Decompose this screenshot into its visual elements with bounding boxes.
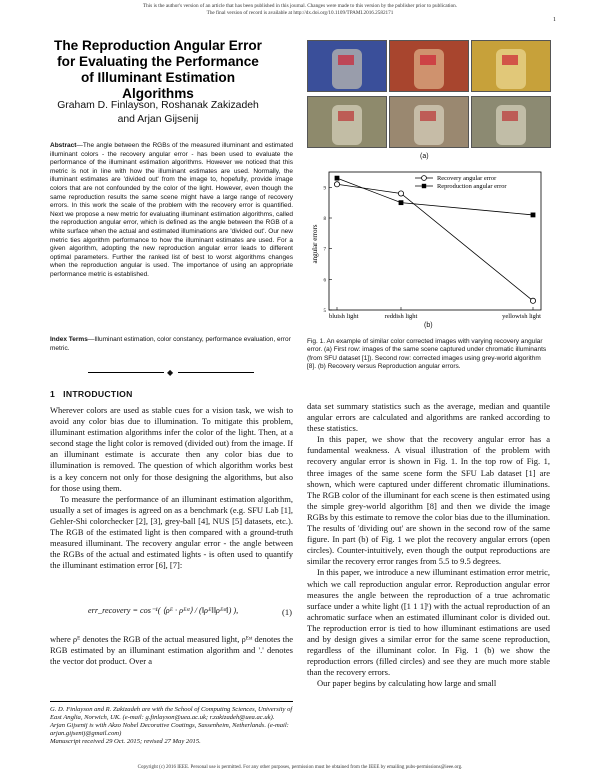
- page-number: 1: [553, 17, 556, 23]
- authors-line-1: Graham D. Finlayson, Roshanak Zakizadeh: [57, 100, 259, 111]
- figure-caption-a: (a): [420, 153, 429, 160]
- index-terms-text: —Illuminant estimation, color constancy, performance evaluation, error metric.: [50, 336, 291, 352]
- right-column-text: [307, 401, 550, 689]
- x-tick-label: bluish light: [329, 313, 359, 320]
- paper-title: The Reproduction Angular Error for Evaluating the Performance of Illuminant Estimation Algorithms: [54, 38, 262, 101]
- paragraph: where ρᴱ denotes the RGB of the actual measured light, ρᴱˢᵗ denotes the RGB estimated by an illuminant estimation algorithm and '.' denotes the vector dot product. Over a: [50, 634, 293, 667]
- equation: err_recovery = cos⁻¹( ⟨ρᴱ · ρᴱˢᵗ⟩ / (‖ρᴱ‖‖ρᴱˢᵗ‖) ),: [88, 606, 239, 615]
- data-point-filled: [335, 176, 340, 181]
- photo-bluish-corrected: [307, 96, 387, 148]
- abstract-text: —The angle between the RGBs of the measured illuminant and estimated illuminant colors - the recovery angular error - has been used to evaluate the performance of the illuminant estimation algorithms. However we noticed that this metric is not in line with how the illuminant estimates are used. Normally, the illuminant estimates are 'divided out' from the image to, hopefully, provide image colors that are not confounded by the color of the light. However, even though the same reproduction results the same scene might have a large range of recovery errors. In this work the scale of the problem with the recovery error is quantified. Next we propose a new metric for evaluating illuminant estimation algorithms, called the reproduction angular error, which is defined as the angle between the RGB of a white surface when the actual and estimated illuminations are 'divided out'. Our new metric ties algorithm performance to how the illuminant estimates are used. For a given algorithm, adopting the new reproduction angular error leads to different optimal parameters. Further the ranked list of best to worst algorithms changes when the reproduction angular is used. The importance of using an appropriate performance metric is established.: [50, 142, 293, 278]
- section-divider: [50, 370, 293, 376]
- chart-frame: [329, 172, 541, 310]
- y-tick-label: 9: [323, 186, 326, 192]
- angular-error-chart: [307, 164, 550, 322]
- data-point-open: [334, 182, 339, 187]
- legend-marker-filled: [422, 184, 426, 188]
- y-tick-label: 7: [323, 247, 326, 253]
- legend-label: Recovery angular error: [437, 175, 497, 183]
- data-point-open: [530, 298, 535, 303]
- series-line-0: [337, 184, 533, 301]
- left-column-text: [50, 405, 293, 571]
- authors: [52, 99, 264, 126]
- footnote: [50, 706, 293, 746]
- y-tick-label: 5: [323, 309, 326, 314]
- section-heading: [50, 389, 133, 399]
- index-terms-label: Index Terms: [50, 336, 88, 343]
- photo-yellowish-corrected: [471, 96, 551, 148]
- paragraph: Wherever colors are used as stable cues for a vision task, we wish to avoid any color bias due to illumination. To mitigate this problem, illuminant estimation algorithms infer the color of the light. Then, at a second stage the light color is removed (divided out) from the image. If an illuminant estimate is accurate then any color bias due to illumination is removed. The question of which algorithm works best is a key concern not only for those designing the algorithms, but also for those using them.: [50, 405, 293, 493]
- equation-number: (1): [282, 607, 292, 617]
- figure-caption: Fig. 1. An example of similar color corrected images with varying recovery angular error. (a) First row: images of the same scene captured under chromatic illuminants (from SFU dataset [1]). Second row: corrected images using grey-world algorithm [8]. (b) Recovery versus Reproduction angular errors.: [307, 338, 547, 370]
- paragraph: Our paper begins by calculating how large and small: [317, 678, 497, 689]
- footnote-line: Manuscript received 29 Oct. 2015; revised 27 May 2015.: [50, 738, 201, 746]
- photo-yellowish-original: [471, 40, 551, 92]
- figure-caption-b: (b): [424, 322, 433, 329]
- abstract-label: Abstract: [50, 142, 77, 149]
- paragraph: In this paper, we show that the recovery angular error has a fundamental weakness. A visual illustration of the problem with recovery angular error is shown in Fig. 1. In the top row of Fig. 1, three images of the same scene form the SFU Lab dataset [1] are shown, which were captured under different chromatic illuminations. The RGB color of the illuminant for each scene is then estimated using the simple grey-world algorithm [8] and then we divide the image RGBs by this estimate to remove the color bias due to the illumination. The results of 'dividing out' are shown in the second row of the same figure. In part (b) of Fig. 1 we plot the recovery angular errors (open circles). Counter-intuitively, even though the output reproductions are similar the recovery error ranges from 5.5 to 9.5 degrees.: [307, 434, 550, 567]
- y-axis-label: angular errors: [311, 224, 319, 264]
- figure-photo-grid: [307, 40, 549, 148]
- left-column-text-cont: [50, 634, 293, 667]
- y-tick-label: 6: [323, 278, 326, 284]
- y-tick-label: 8: [323, 217, 326, 222]
- section-title: INTRODUCTION: [63, 389, 133, 399]
- photo-bluish-original: [307, 40, 387, 92]
- photo-reddish-corrected: [389, 96, 469, 148]
- photo-reddish-original: [389, 40, 469, 92]
- paragraph: In this paper, we introduce a new illuminant estimation error metric, which we call reproduction angular error. Reproduction angular error measures the angle between the reproduction of a true achromatic surface under a white light ([1 1 1]ᵗ) with the actual reproduction of an achromatic surface when an estimated illuminant color is divided out. The reproduction error is tied to how illuminant estimations are used and by design gives a similar error for the same scene reproduction, regardless of the illuminant color. In Fig. 1 (b) we show the reproduction errors (filled circles) and see they are much more stable than the recovery errors.: [307, 567, 550, 678]
- footnote-line: G. D. Finlayson and R. Zakizadeh are with the School of Computing Sciences, University of East Anglia, Norwich, UK. (e-mail: g.finlayson@uea.ac.uk; r.zakizadeh@uea.ac.uk).: [50, 706, 293, 722]
- legend-label: Reproduction angular error: [437, 183, 507, 191]
- x-tick-label: reddish light: [384, 313, 418, 320]
- footnote-rule: [50, 701, 293, 702]
- header-line-1: This is the author's version of an article that has been published in this journal. Changes were made to this version by the publisher prior to publication.: [142, 3, 458, 9]
- data-point-filled: [531, 213, 536, 218]
- diamond-icon: ◆: [167, 368, 174, 377]
- footnote-line: Arjan Gijsenij is with Akzo Nobel Decorative Coatings, Sassenheim, Netherlands. (e-mail: arjan.gijsenij@gmail.com): [50, 722, 289, 738]
- legend-marker-open: [422, 176, 427, 181]
- paragraph: data set summary statistics such as the average, median and quantile angular errors are calculated and algorithms are ranked according to these statistics.: [307, 401, 550, 434]
- x-tick-label: yellowish light: [502, 313, 541, 320]
- authors-line-2: and Arjan Gijsenij: [117, 113, 199, 125]
- paragraph: To measure the performance of an illuminant estimation algorithm, usually a set of images is agreed on as a benchmark (e.g. SFU Lab [1], Gehler-Shi colorchecker [2], [3], grey-ball [4], NUS [5] datasets, etc.). The RGB of the estimated light is then compared with a ground-truth measured illuminant. The recovery angular error - the angle between the RGBs of the actual and estimated lights - is often used to quantify the illuminant estimation error [6], [7]:: [50, 493, 293, 571]
- abstract: [50, 142, 293, 280]
- index-terms: [50, 336, 293, 353]
- data-point-open: [398, 191, 403, 196]
- data-point-filled: [399, 200, 404, 205]
- section-number: 1: [50, 389, 56, 399]
- header-line-2: The final version of record is available at http://dx.doi.org/10.1109/TPAMI.2016.2582171: [206, 10, 394, 16]
- copyright-notice: Copyright (c) 2016 IEEE. Personal use is permitted. For any other purposes, permission must be obtained from the IEEE by emailing pubs-permissions@ieee.org.: [137, 765, 463, 770]
